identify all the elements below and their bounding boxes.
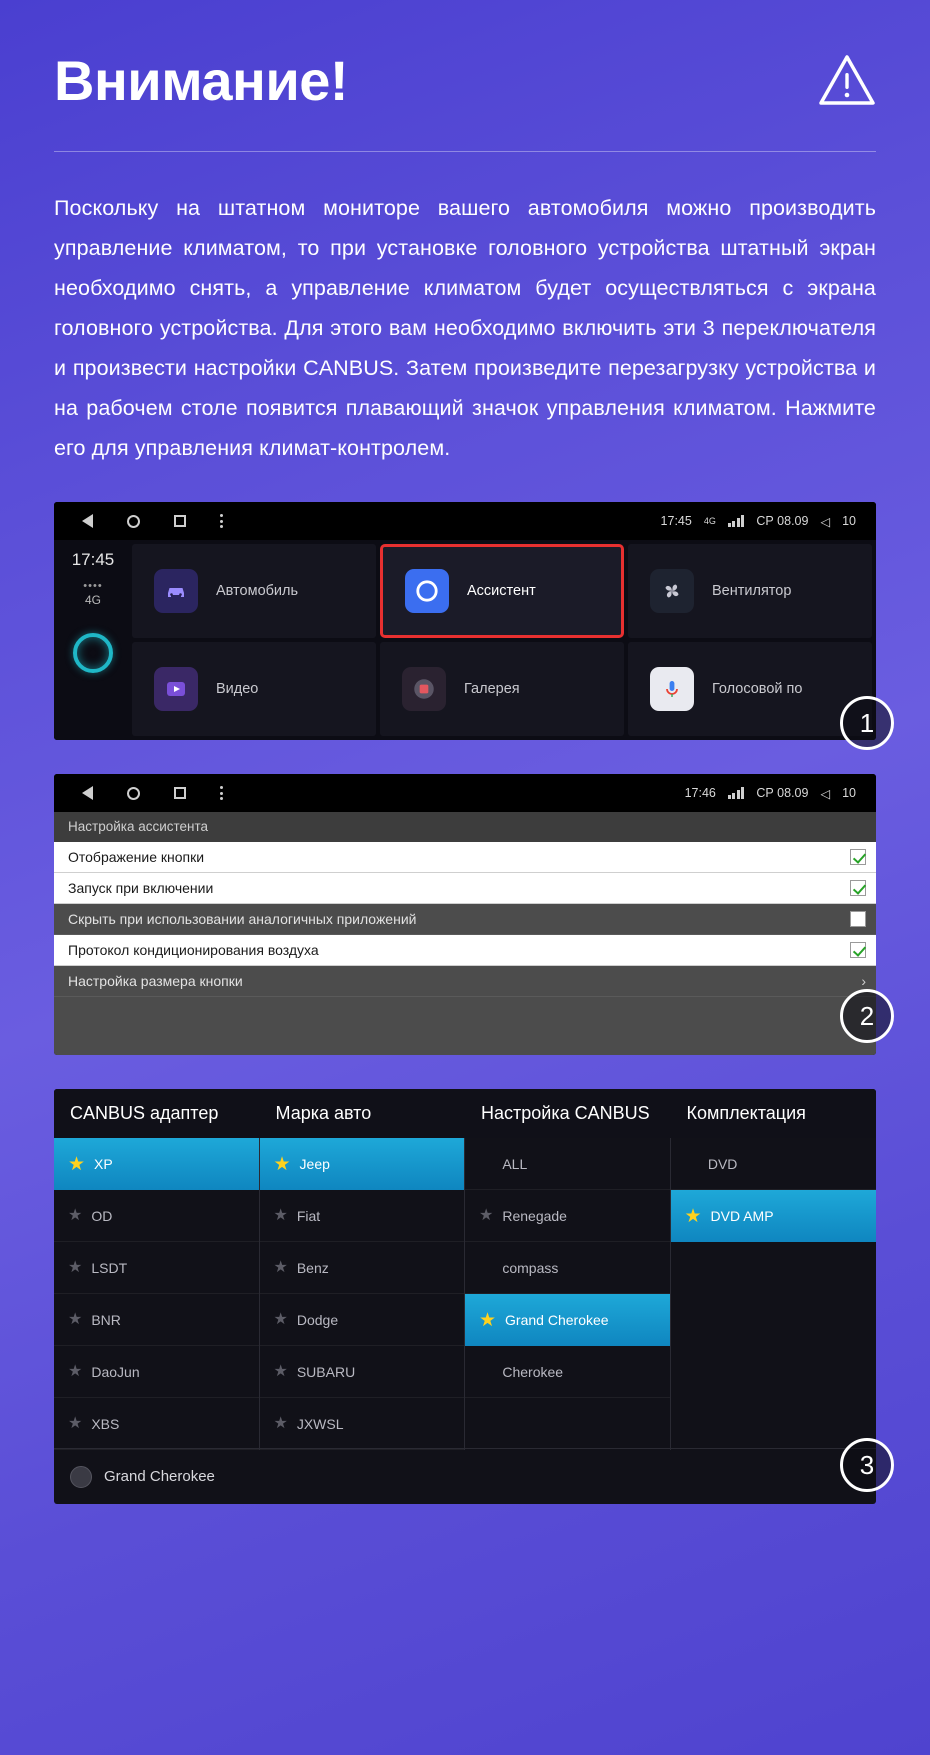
list-item[interactable] <box>260 1398 465 1450</box>
back-icon[interactable] <box>82 786 93 800</box>
statusbar-time: 17:45 <box>660 514 692 528</box>
list-item[interactable] <box>260 1242 465 1294</box>
star-icon: ★ <box>273 1362 288 1380</box>
column-canbus <box>465 1138 671 1450</box>
setting-label: Настройка размера кнопки <box>68 973 243 989</box>
header <box>54 0 876 113</box>
setting-label: Отображение кнопки <box>68 849 205 865</box>
instruction-text: Поскольку на штатном мониторе вашего автомобиля можно производить управление климатом, то при установке головного устройства штатный экран необходимо снять, а управление климатом будет осуществляться с экрана головного устройства. Для этого вам необходимо включить эти 3 переключателя и произвести настройки CANBUS. Затем произведите перезагрузку устройства и на рабочем столе появится плавающий значок управления климатом. Нажмите его для управления климат-контролем. <box>54 196 876 460</box>
item-label: compass <box>502 1259 559 1276</box>
item-label: JXWSL <box>296 1415 344 1432</box>
setting-row-start-on-boot[interactable] <box>54 873 876 904</box>
statusbar-1 <box>54 502 876 540</box>
star-icon: ★ <box>273 1414 288 1432</box>
setting-row-ac-protocol[interactable] <box>54 935 876 966</box>
star-icon: ★ <box>68 1362 83 1380</box>
item-label: BNR <box>91 1311 121 1328</box>
screenshot-canbus <box>54 1089 876 1504</box>
star-icon: ★ <box>684 1205 702 1227</box>
setting-label: Скрыть при использовании аналогичных приложений <box>68 911 417 927</box>
tile-label: Автомобиль <box>216 583 299 599</box>
star-icon: ★ <box>273 1258 288 1276</box>
voice-ring-icon[interactable] <box>73 633 113 673</box>
back-icon[interactable] <box>82 514 93 528</box>
statusbar-date: СР 08.09 <box>756 514 809 528</box>
footer-label: Grand Cherokee <box>104 1468 215 1485</box>
item-label: Benz <box>296 1259 329 1276</box>
page-title: Внимание! <box>54 49 349 112</box>
item-label: OD <box>91 1207 113 1224</box>
star-icon: ★ <box>273 1310 288 1328</box>
star-icon: ★ <box>68 1310 83 1328</box>
settings-list <box>54 812 876 1055</box>
item-label: DVD <box>707 1155 738 1172</box>
recents-icon[interactable] <box>174 515 186 527</box>
microphone-icon <box>650 667 694 711</box>
item-label: Cherokee <box>502 1363 564 1380</box>
list-item[interactable] <box>465 1294 670 1346</box>
star-icon: ★ <box>68 1206 83 1224</box>
item-label: DVD AMP <box>710 1208 774 1224</box>
star-icon: ★ <box>68 1153 86 1175</box>
item-label: Grand Cherokee <box>505 1312 609 1328</box>
item-label: Renegade <box>502 1207 567 1224</box>
list-item[interactable] <box>54 1242 259 1294</box>
android-nav-bar[interactable] <box>66 514 223 528</box>
star-icon: ★ <box>273 1153 291 1175</box>
signal-icon <box>728 515 745 527</box>
tile-assistant[interactable] <box>380 544 624 638</box>
screenshot-assistant-settings <box>54 774 876 1055</box>
step-badge-2: 2 <box>840 989 894 1043</box>
list-item[interactable] <box>260 1190 465 1242</box>
launcher-sidebar <box>54 540 132 740</box>
home-icon[interactable] <box>127 515 140 528</box>
item-label: XBS <box>91 1415 120 1432</box>
more-options-icon[interactable] <box>220 514 223 528</box>
assistant-icon <box>405 569 449 613</box>
globe-icon <box>70 1466 92 1488</box>
setting-row-button-size[interactable] <box>54 966 876 997</box>
column-adapter <box>54 1138 260 1450</box>
volume-icon: ◁ <box>820 786 831 801</box>
checkbox-start-on-boot[interactable] <box>850 880 866 896</box>
statusbar-2 <box>54 774 876 812</box>
list-item[interactable] <box>260 1294 465 1346</box>
checkbox-show-button[interactable] <box>850 849 866 865</box>
tile-label: Вентилятор <box>712 583 792 599</box>
canbus-column-headers <box>54 1089 876 1138</box>
more-options-icon[interactable] <box>220 786 223 800</box>
home-icon[interactable] <box>127 787 140 800</box>
statusbar-volume: 10 <box>842 786 856 800</box>
star-icon: ★ <box>68 1258 83 1276</box>
list-item[interactable] <box>671 1190 877 1242</box>
list-item[interactable] <box>465 1138 670 1190</box>
list-item[interactable] <box>54 1190 259 1242</box>
setting-label: Протокол кондиционирования воздуха <box>68 942 319 958</box>
step-badge-1: 1 <box>840 696 894 750</box>
car-icon <box>154 569 198 613</box>
volume-icon: ◁ <box>820 514 831 529</box>
column-header-brand: Марка авто <box>275 1103 372 1123</box>
list-item[interactable] <box>465 1242 670 1294</box>
item-label: Fiat <box>296 1207 321 1224</box>
list-item[interactable] <box>260 1138 465 1190</box>
setting-label: Запуск при включении <box>68 880 214 896</box>
tile-voice[interactable] <box>628 642 872 736</box>
item-label: LSDT <box>91 1259 128 1276</box>
tile-label: Галерея <box>464 681 520 697</box>
recents-icon[interactable] <box>174 787 186 799</box>
item-label: DaoJun <box>91 1363 140 1380</box>
checkbox-hide-similar-apps[interactable] <box>850 911 866 927</box>
column-header-adapter: CANBUS адаптер <box>70 1103 219 1123</box>
list-item[interactable] <box>465 1190 670 1242</box>
tile-label: Голосовой по <box>712 681 803 697</box>
item-label: Dodge <box>296 1311 339 1328</box>
canbus-footer <box>54 1448 876 1504</box>
list-item[interactable] <box>54 1138 259 1190</box>
screenshot-launcher <box>54 502 876 740</box>
list-item[interactable] <box>465 1346 670 1398</box>
fan-icon <box>650 569 694 613</box>
checkbox-ac-protocol[interactable] <box>850 942 866 958</box>
list-item[interactable] <box>671 1138 877 1190</box>
step-badge-3: 3 <box>840 1438 894 1492</box>
list-item[interactable] <box>54 1346 259 1398</box>
sidebar-signal: •••• <box>83 580 103 592</box>
header-divider <box>54 151 876 152</box>
item-label: ALL <box>502 1155 528 1172</box>
list-item[interactable] <box>54 1294 259 1346</box>
statusbar-volume: 10 <box>842 514 856 528</box>
tile-fan[interactable] <box>628 544 872 638</box>
tile-gallery[interactable] <box>380 642 624 736</box>
sidebar-network: 4G <box>84 593 101 607</box>
star-icon: ★ <box>273 1206 288 1224</box>
star-icon: ★ <box>479 1309 497 1331</box>
column-brand <box>260 1138 466 1450</box>
video-play-icon <box>154 667 198 711</box>
tile-video[interactable] <box>132 642 376 736</box>
signal-icon <box>728 787 745 799</box>
item-label: SUBARU <box>296 1363 356 1380</box>
list-item[interactable] <box>54 1398 259 1450</box>
star-icon: ★ <box>68 1414 83 1432</box>
statusbar-date: СР 08.09 <box>756 786 809 800</box>
gallery-icon <box>402 667 446 711</box>
list-item[interactable] <box>260 1346 465 1398</box>
android-nav-bar-2[interactable] <box>66 786 223 800</box>
column-header-trim: Комплектация <box>686 1103 806 1123</box>
chevron-right-icon: › <box>861 973 866 989</box>
star-icon: ★ <box>479 1206 494 1224</box>
tile-label: Видео <box>216 681 259 697</box>
tile-label: Ассистент <box>467 583 536 599</box>
sidebar-time: 17:45 <box>71 550 115 569</box>
item-label: Jeep <box>299 1156 330 1172</box>
statusbar-time: 17:46 <box>684 786 716 800</box>
warning-triangle-icon <box>818 53 876 109</box>
canbus-columns <box>54 1138 876 1448</box>
tile-car[interactable] <box>132 544 376 638</box>
settings-section-title: Настройка ассистента <box>54 812 876 842</box>
item-label: XP <box>94 1156 113 1172</box>
app-tile-grid <box>132 540 876 740</box>
setting-row-show-button[interactable] <box>54 842 876 873</box>
column-header-canbus: Настройка CANBUS <box>481 1103 650 1123</box>
launcher-screen <box>54 540 876 740</box>
statusbar-network-label: 4G <box>703 516 716 526</box>
column-trim <box>671 1138 877 1450</box>
setting-row-hide-similar-apps[interactable] <box>54 904 876 935</box>
